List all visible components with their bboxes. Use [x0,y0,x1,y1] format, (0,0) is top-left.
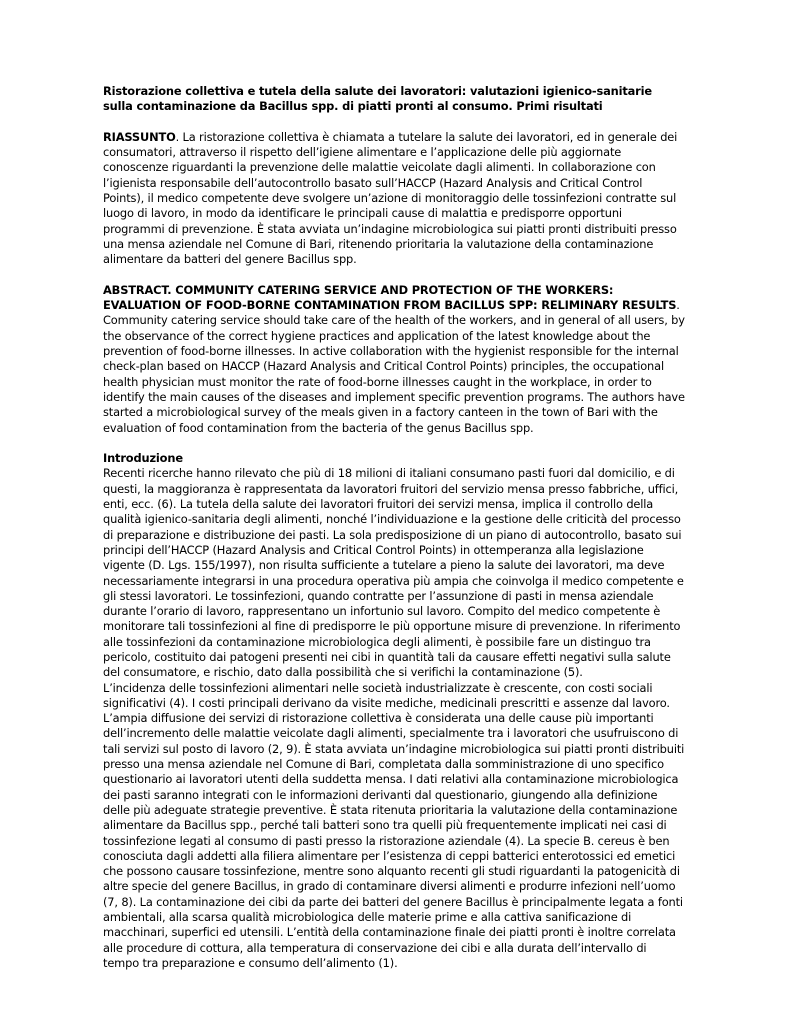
paper-title: Ristorazione collettiva e tutela della salute dei lavoratori: valutazioni igienico-sanitarie sulla contaminazione da Bacillus spp. di piatti pronti al consumo. Primi risultati [103,84,652,114]
riassunto-text: . La ristorazione collettiva è chiamata a tutelare la salute dei lavoratori, ed in generale dei consumatori, attraverso il rispetto dell’igiene alimentare e l’applicazione delle più aggiornate conoscenze riguardanti la prevenzione delle malattie veicolate dagli alimenti. In collaborazione con l’igienista responsabile dell’autocontrollo basato sull’HACCP (Hazard Analysis and Critical Control Points), il medico competente deve svolgere un’azione di monitoraggio delle tossinfezioni contratte sul luogo di lavoro, in modo da identificare le principali cause di malattia e predisporre opportuni programmi di prevenzione. È stata avviata un’indagine microbiologica sui piatti pronti distribuiti presso una mensa aziendale nel Comune di Bari, ritenendo prioritaria la valutazione della contaminazione alimentare da batteri del genere Bacillus spp. [103,129,678,267]
introduzione-paragraph-2: L’incidenza delle tossinfezioni alimentari nelle società industrializzate è crescente, con costi sociali significativi (4). I costi principali derivano da visite mediche, medicinali prescritti e assenze dal lavoro. L’ampia diffusione dei servizi di ristorazione collettiva è considerata una delle cause più importanti dell’incremento delle malattie veicolate dagli alimenti, specialmente tra i lavoratori che usufruiscono di tali servizi sul posto di lavoro (2, 9). È stata avviata un’indagine microbiologica sui piatti pronti distribuiti presso una mensa aziendale nel Comune di Bari, completata dalla somministrazione di uno specifico questionario ai lavoratori utenti della suddetta mensa. I dati relativi alla contaminazione microbiologica dei pasti saranno integrati con le informazioni derivanti dal questionario, giungendo alla definizione delle più adeguate strategie preventive. È stata ritenuta prioritaria la valutazione della contaminazione alimentare da Bacillus spp., perché tali batteri sono tra quelli più frequentemente implicati nei casi di tossinfezione legati al consumo di pasti presso la ristorazione aziendale (4). La specie B. cereus è ben conosciuta dagli addetti alla filiera alimentare per l’esistenza di ceppi batterici enterotossici ed emetici che possono causare tossinfezione, mentre sono alquanto recenti gli studi riguardanti la patogenicità di altre specie del genere Bacillus, in grado di contaminare diversi alimenti e produrre infezioni nell’uomo (7, 8). La contaminazione dei cibi da parte dei batteri del genere Bacillus è principalmente legata a fonti ambientali, alla scarsa qualità microbiologica delle materie prime e alla cattiva sanificazione di macchinari, superfici ed utensili. L’entità della contaminazione finale dei piatti pronti è inoltre correlata alle procedure di cottura, alla temperatura di conservazione dei cibi e alla durata dell’intervallo di tempo tra preparazione e consumo dell’alimento (1). [103,680,685,970]
document-page [103,84,685,971]
riassunto-paragraph [103,130,685,268]
riassunto-heading: RIASSUNTO [103,129,176,144]
introduzione-heading: Introduzione [103,451,183,466]
abstract-text: . Community catering service should take care of the health of the workers, and in general of all users, by the observance of the correct hygiene practices and application of the latest knowledge about the prevention of food-borne illnesses. In active collaboration with the hygienist responsible for the internal check-plan based on HACCP (Hazard Analysis and Critical Control Points) principles, the occupational health physician must monitor the rate of food-borne illnesses caught in the workplace, in order to identify the main causes of the diseases and implement specific prevention programs. The authors have started a microbiological survey of the meals given in a factory canteen in the town of Bari with the evaluation of food contamination from the bacteria of the genus Bacillus spp. [103,298,685,435]
abstract-paragraph [103,283,685,436]
introduzione-paragraph-1: Recenti ricerche hanno rilevato che più di 18 milioni di italiani consumano pasti fuori dal domicilio, e di questi, la maggioranza è rappresentata da lavoratori fruitori del servizio mensa presso fabbriche, uffici, enti, ecc. (6). La tutela della salute dei lavoratori fruitori dei servizi mensa, implica il controllo della qualità igienico-sanitaria degli alimenti, nonché l’individuazione e la gestione delle criticità del processo di preparazione e distribuzione dei pasti. La sola predisposizione di un piano di autocontrollo, basato sui principi dell’HACCP (Hazard Analysis and Critical Control Points) in ottemperanza alla legislazione vigente (D. Lgs. 155/1997), non risulta sufficiente a tutelare a pieno la salute dei lavoratori, ma deve necessariamente integrarsi in una procedura operativa più ampia che coinvolga il medico competente e gli stessi lavoratori. Le tossinfezioni, quando contratte per l’assunzione di pasti in mensa aziendale durante l’orario di lavoro, rappresentano un infortunio sul lavoro. Compito del medico competente è monitorare tali tossinfezioni al fine di predisporre le più opportune misure di prevenzione. In riferimento alle tossinfezioni da contaminazione microbiologica degli alimenti, è possibile fare un distinguo tra pericolo, costituito dai patogeni presenti nei cibi in quantità tali da causare effetti negativi sulla salute del consumatore, e rischio, dato dalla possibilità che si verifichi la contaminazione (5). [103,466,684,680]
abstract-heading: ABSTRACT. COMMUNITY CATERING SERVICE AND PROTECTION OF THE WORKERS: EVALUATION OF FOOD-BORNE CONTAMINATION FROM BACILLUS SPP: RELIMINARY RESULTS [103,282,677,313]
